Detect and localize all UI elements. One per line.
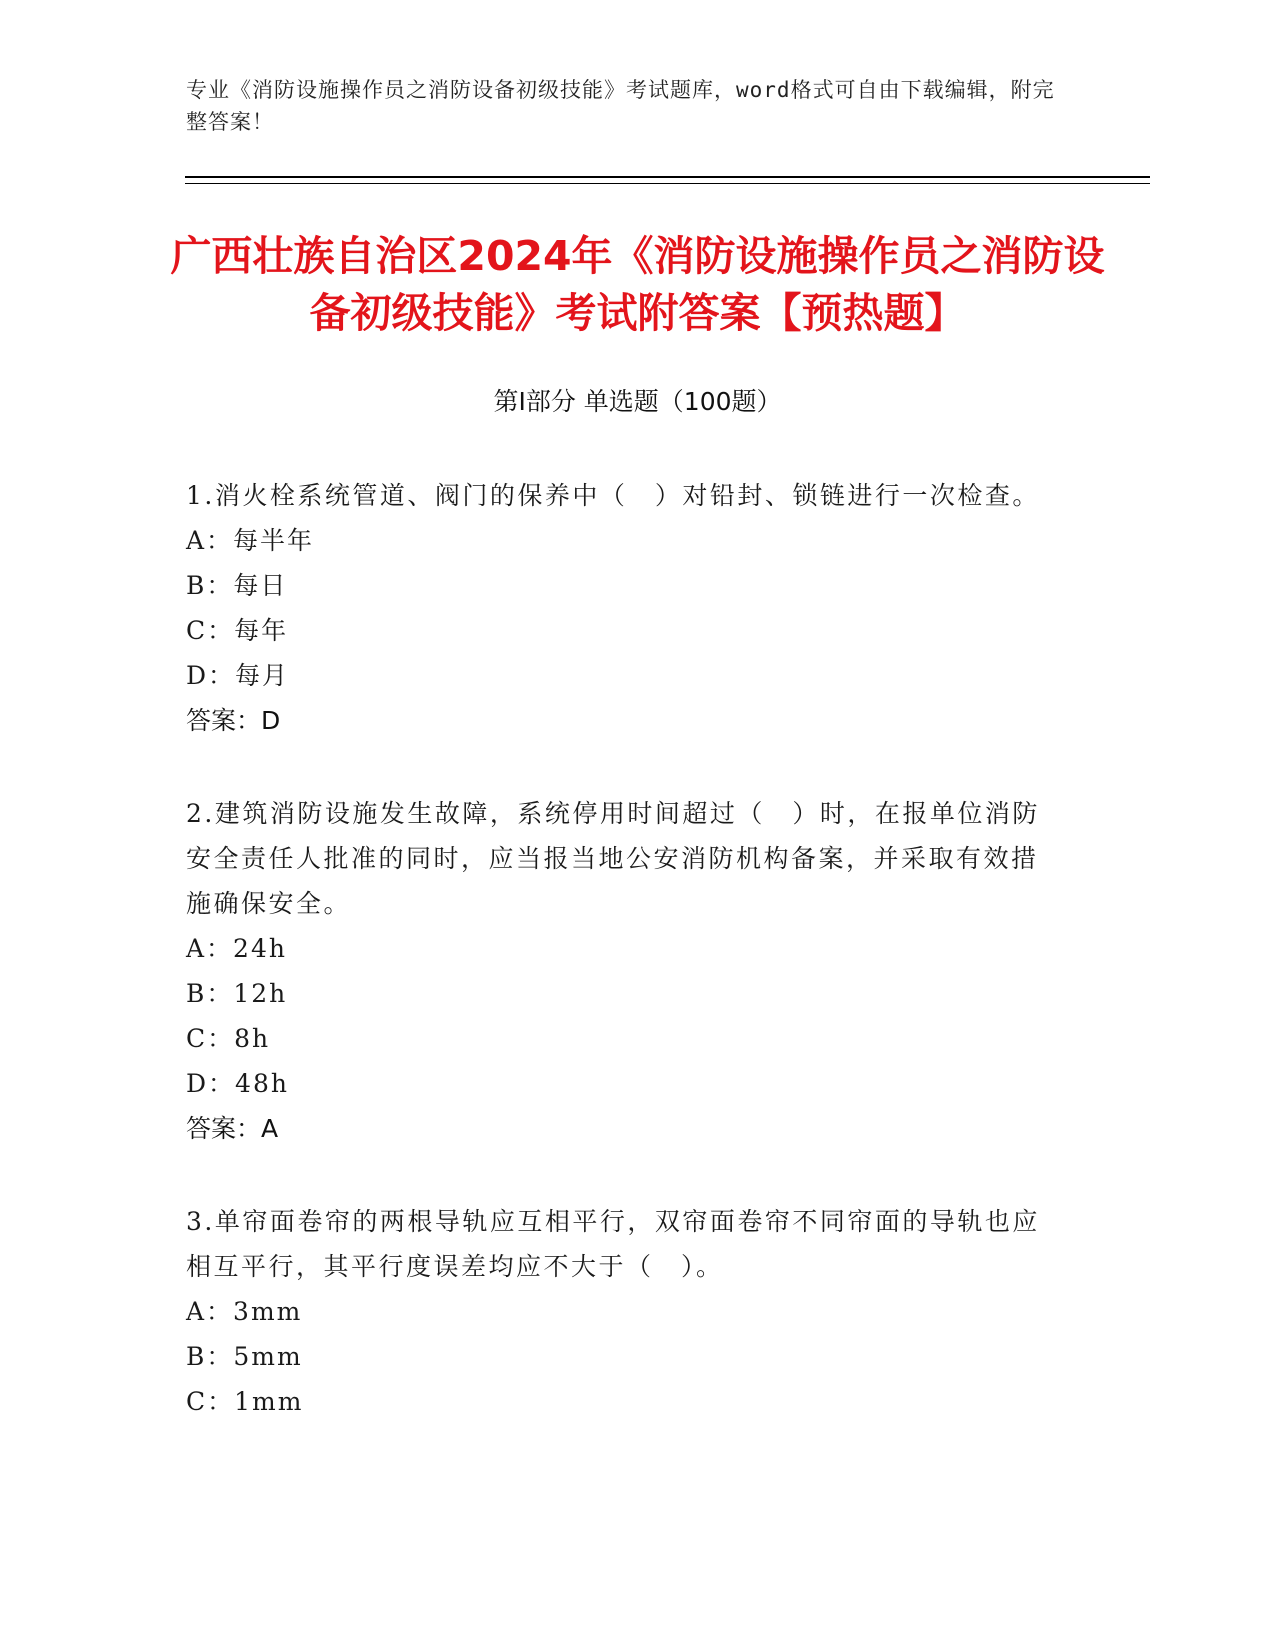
- question-stem: 2.建筑消防设施发生故障，系统停用时间超过（ ）时，在报单位消防安全责任人批准的同时，应当报当地公安消防机构备案，并采取有效措施确保安全。: [186, 799, 1040, 918]
- option-a: A：每半年: [186, 526, 315, 555]
- option-c: C：1mm: [186, 1387, 304, 1416]
- header-rule-thick: [185, 176, 1150, 178]
- option-b: B：12h: [186, 979, 288, 1008]
- question-stem: 3.单帘面卷帘的两根导轨应互相平行，双帘面卷帘不同帘面的导轨也应相互平行，其平行度误差均应不大于（ ）。: [186, 1207, 1040, 1281]
- header-rule-thin: [185, 183, 1150, 184]
- question-list: [186, 473, 1056, 1472]
- question-1: [186, 473, 1056, 743]
- option-a: A：3mm: [186, 1297, 303, 1326]
- option-a: A：24h: [186, 934, 287, 963]
- document-title: 广西壮族自治区2024年《消防设施操作员之消防设备初级技能》考试附答案【预热题】: [170, 232, 1105, 337]
- header-note: 专业《消防设施操作员之消防设备初级技能》考试题库，word格式可自由下载编辑，附完整答案！: [186, 78, 1055, 134]
- question-stem: 1.消火栓系统管道、阀门的保养中（ ）对铅封、锁链进行一次检查。: [186, 481, 1040, 510]
- section-title: 第I部分 单选题（100题）: [493, 387, 782, 416]
- option-c: C：8h: [186, 1024, 271, 1053]
- answer: 答案：A: [186, 1114, 279, 1143]
- option-b: B：5mm: [186, 1342, 303, 1371]
- option-b: B：每日: [186, 571, 288, 600]
- option-c: C：每年: [186, 616, 289, 645]
- option-d: D：48h: [186, 1069, 289, 1098]
- answer: 答案：D: [186, 706, 281, 735]
- option-d: D：每月: [186, 661, 290, 690]
- question-3: [186, 1199, 1056, 1424]
- question-2: [186, 791, 1056, 1151]
